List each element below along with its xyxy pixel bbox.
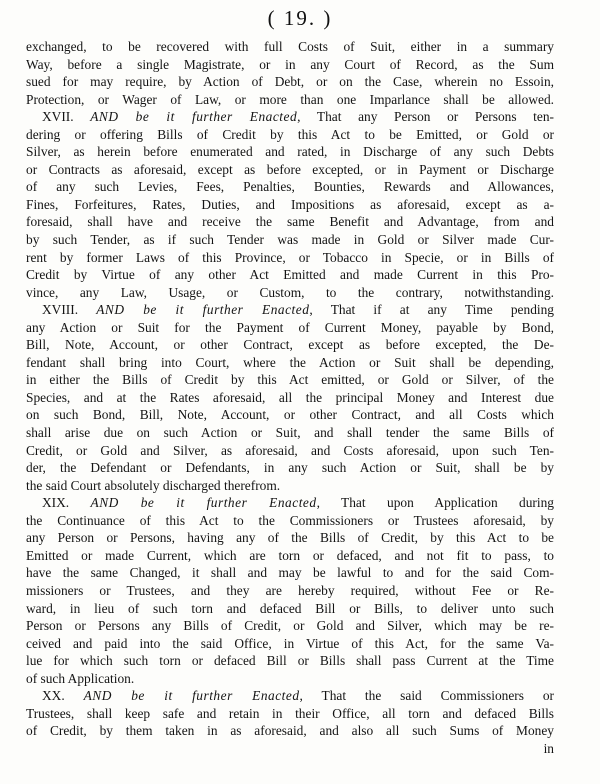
section-xviii-heading-line: XVIII. AND be it further Enacted, That if at any Time pending: [42, 302, 554, 318]
text-line: Emitted or made Current, which are torn or defaced, and not fit to pass, to: [26, 547, 554, 563]
section-xx-heading-line: XX. AND be it further Enacted, That the said Commissioners or: [42, 688, 554, 704]
text-line: Person or Persons any Bills of Credit, or Gold and Silver, which may be re-: [26, 618, 554, 634]
text-line: Way, before a single Magistrate, or in any Court of Record, as the Sum: [26, 56, 554, 72]
text-line: have the same Changed, it shall and may be lawful to and for the said Com-: [26, 565, 554, 581]
text-line: foresaid, shall have and receive the same Benefit and Advantage, from and: [26, 214, 554, 230]
text-line: Credit by Virtue of any other Act Emitted and made Current in this Pro-: [26, 267, 554, 283]
text-line: lue for which such torn or defaced Bill or Bills shall pass Current at the Time: [26, 653, 554, 669]
section-xvii-heading-line: XVII. AND be it further Enacted, That any Person or Persons ten-: [42, 109, 554, 125]
text-line: any Person or Persons, having any of the Bills of Credit, by this Act to be: [26, 530, 554, 546]
text-line: fendant shall bring into Court, where the Action or Suit shall be depending,: [26, 354, 554, 370]
enacting-clause: AND be it further Enacted: [90, 495, 317, 511]
text-line: Species, and at the Rates aforesaid, all the principal Money and Interest due: [26, 389, 554, 405]
text-line: or Contracts as aforesaid, except as before excepted, or in Payment or Discharge: [26, 161, 554, 177]
enacting-clause: AND be it further Enacted: [90, 109, 298, 125]
text-line: on such Bond, Bill, Note, Account, or other Contract, and all Costs which: [26, 407, 554, 423]
text-line: the said Court absolutely discharged therefrom.: [26, 477, 281, 493]
enacting-clause: AND be it further Enacted: [96, 302, 310, 318]
text-line: Silver, as herein before enumerated and rated, in Discharge of any such Debts: [26, 144, 554, 160]
text-line: ward, in lieu of such torn and defaced Bill or Bills, to deliver unto such: [26, 600, 554, 616]
text-line: ceived and paid into the said Office, in Virtue of this Act, for the same Va-: [26, 635, 554, 651]
text-line: dering or offering Bills of Credit by this Act to be Emitted, or Gold or: [26, 126, 554, 142]
text-line: rent by former Laws of this Province, or Tobacco in Specie, or in Bills of: [26, 249, 554, 265]
text-line: exchanged, to be recovered with full Costs of Suit, either in a summary: [26, 39, 554, 54]
text-line: der, the Defendant or Defendants, in any such Action or Suit, shall be by: [26, 460, 554, 476]
text-line: vince, any Law, Usage, or Custom, to the contrary, notwithstanding.: [26, 284, 554, 300]
text-line: of any such Levies, Fees, Penalties, Bounties, Rewards and Allowances,: [26, 179, 554, 195]
text-line: Trustees, shall keep safe and retain in their Office, all torn and defaced Bills: [26, 705, 554, 721]
page-number: ( 19. ): [267, 6, 333, 30]
text-line: the Continuance of this Act to the Commissioners or Trustees aforesaid, by: [26, 512, 554, 528]
text-line: any Action or Suit for the Payment of Current Money, payable by Bond,: [26, 319, 554, 335]
text-line: shall arise due on such Action or Suit, and shall tender the same Bills of: [26, 425, 554, 441]
text-line: Credit, or Gold and Silver, as aforesaid, and Costs aforesaid, upon such Ten-: [26, 442, 554, 458]
text-line: Bill, Note, Account, or other Contract, except as before excepted, the De-: [26, 337, 554, 353]
text-line: of such Application.: [26, 670, 135, 686]
section-xix-heading-line: XIX. AND be it further Enacted, That upon Application during: [42, 495, 555, 511]
text-line: by such Tender, as if such Tender was made in Gold or Silver made Cur-: [26, 232, 554, 248]
body-text: [26, 38, 554, 757]
catchword: in: [543, 740, 554, 756]
text-line: in either the Bills of Credit by this Act emitted, or Gold or Silver, of the: [26, 372, 554, 388]
text-line: sued for may require, by Action of Debt, or on the Case, wherein no Essoin,: [26, 74, 554, 90]
enacting-clause: AND be it further Enacted: [83, 688, 300, 704]
text-line: of Credit, by them taken in as aforesaid, and also all such Sums of Money: [26, 723, 554, 739]
text-line: missioners or Trustees, and they are hereby required, without Fee or Re-: [26, 582, 554, 598]
text-line: Protection, or Wager of Law, or more than one Imparlance shall be allowed.: [26, 91, 554, 107]
text-line: Fines, Forfeitures, Rates, Duties, and Impositions as aforesaid, except as a-: [26, 196, 554, 212]
